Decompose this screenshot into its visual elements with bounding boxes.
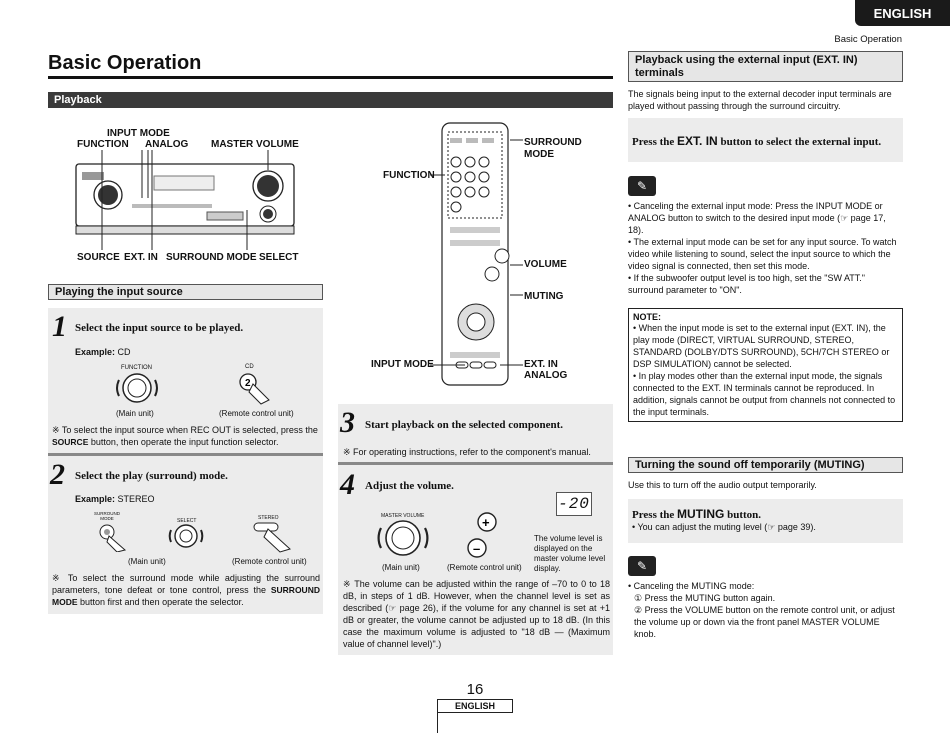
label-remote-function: FUNCTION xyxy=(383,170,435,181)
function-knob-icon xyxy=(115,370,165,406)
label-master-volume: MASTER VOLUME xyxy=(211,139,299,150)
label-mode: MODE xyxy=(524,149,554,160)
language-tab: ENGLISH xyxy=(855,0,950,26)
step2-number: 2 xyxy=(50,458,65,491)
cd-button-hand-icon xyxy=(235,370,275,406)
playback-bar-label: Playback xyxy=(54,94,102,106)
footer-lang-tab: ENGLISH xyxy=(437,699,513,713)
step1-example: Example: CD xyxy=(75,347,131,357)
step2-btn3-label: STEREO xyxy=(258,515,279,521)
label-source: SOURCE xyxy=(77,252,120,263)
svg-text:+: + xyxy=(482,515,490,530)
label-surround-mode: SURROUND MODE xyxy=(166,252,257,263)
svg-text:–: – xyxy=(473,541,481,556)
volume-display: -20 xyxy=(556,492,592,516)
label-remote-input-mode: INPUT MODE xyxy=(371,359,434,370)
label-input-mode: INPUT MODE xyxy=(107,128,170,139)
step2-main-unit: (Main unit) xyxy=(128,557,166,566)
section-label: Basic Operation xyxy=(834,34,902,45)
stereo-button-hand-icon xyxy=(252,521,294,553)
muting-bar xyxy=(628,457,903,473)
playback-bar xyxy=(48,92,613,108)
step4-number: 4 xyxy=(340,468,355,501)
ext-in-notes xyxy=(628,200,903,296)
ext-in-intro: The signals being input to the external decoder input terminals are played without passing through the surround circuitry. xyxy=(628,89,892,111)
label-remote-ext-in: EXT. IN xyxy=(524,359,558,370)
muting-instruction-sub: • You can adjust the muting level (☞ page 39). xyxy=(632,522,816,532)
step2-note: ※ To select the surround mode while adjusting the surround parameters, tone defeat or tone control, press the SURROUND MODE button first and then operate the selector. xyxy=(52,573,320,607)
label-function: FUNCTION xyxy=(77,139,129,150)
step1-remote-btn: CD xyxy=(245,364,254,370)
step2-remote-unit: (Remote control unit) xyxy=(232,557,307,566)
muting-instruction: Press the MUTING button. xyxy=(632,507,762,521)
input-source-bar-label: Playing the input source xyxy=(55,286,183,298)
step1-remote-unit: (Remote control unit) xyxy=(219,409,294,418)
ext-in-note-1: • Canceling the external input mode: Press the INPUT MODE or ANALOG button to switch to the desired input mode (☞ page 17, 18). xyxy=(628,201,886,235)
step3-note: ※ For operating instructions, refer to the component's manual. xyxy=(343,447,591,457)
ext-in-note-box xyxy=(628,308,903,422)
step4-note: ※ The volume can be adjusted within the range of –70 to 0 to 18 dB, in steps of 1 dB. However, when the channel level is set as described (☞ page 26), if the volume for any channel is set at +1 dB or greater, the volume cannot be adjusted up to 18 dB. (In this case the maximum volume is adjusted to "18 dB — (Maximum value of channel level)".) xyxy=(343,579,610,649)
muting-cancel-2: ② Press the VOLUME button on the remote control unit, or adjust the volume up or down via the front panel MASTER VOLUME knob. xyxy=(634,605,895,639)
muting-cancel-notes xyxy=(628,580,903,640)
volume-display-caption: The volume level is displayed on the master volume level display. xyxy=(534,534,606,573)
step1-knob-label: FUNCTION xyxy=(121,365,152,371)
surround-mode-hand-icon xyxy=(97,522,131,552)
muting-cancel-1: ① Press the MUTING button again. xyxy=(634,593,776,603)
page-number: 16 xyxy=(466,681,484,698)
note-box-title: NOTE: xyxy=(633,312,661,322)
step1-number: 1 xyxy=(52,310,67,343)
step3-number: 3 xyxy=(340,406,355,439)
step1-main-unit: (Main unit) xyxy=(116,409,154,418)
ext-in-note-3: • If the subwoofer output level is too high, set the "SW ATT." surround parameter to "ON". xyxy=(628,273,865,295)
label-select: SELECT xyxy=(259,252,299,263)
muting-intro: Use this to turn off the audio output temporarily. xyxy=(628,480,817,490)
ext-in-bar xyxy=(628,51,903,82)
note-box-item-2: • In play modes other than the external input mode, the signals connected to the EXT. IN terminals cannot be reproduced. In addition, signals cannot be output from channels not connected to the input terminals. xyxy=(633,371,896,417)
label-remote-analog: ANALOG xyxy=(524,370,568,381)
step4-main-unit: (Main unit) xyxy=(382,563,420,572)
volume-up-down-icon xyxy=(460,510,506,562)
label-muting: MUTING xyxy=(524,291,564,302)
master-volume-knob-icon xyxy=(375,518,433,560)
note-pen-icon: ✎ xyxy=(628,556,656,576)
page-title: Basic Operation xyxy=(48,52,202,74)
ext-in-instruction: Press the EXT. IN button to select the external input. xyxy=(632,134,882,148)
label-analog: ANALOG xyxy=(145,139,189,150)
step4-knob-label: MASTER VOLUME xyxy=(381,513,425,519)
select-knob-icon xyxy=(168,522,208,552)
title-rule xyxy=(48,76,613,79)
ext-in-bar-label: Playback using the external input (EXT. IN) terminals xyxy=(635,53,858,79)
svg-text:2: 2 xyxy=(245,378,251,389)
label-surround: SURROUND xyxy=(524,137,582,148)
ext-in-note-2: • The external input mode can be set for any input source. To watch video while listening to sound, select the input source to which the video signal is connected, then set this mode. xyxy=(628,237,897,271)
input-source-bar xyxy=(48,284,323,300)
muting-bar-label: Turning the sound off temporarily (MUTING) xyxy=(635,459,865,471)
label-volume: VOLUME xyxy=(524,259,567,270)
step1-title: Select the input source to be played. xyxy=(75,322,244,334)
step2-example: Example: STEREO xyxy=(75,494,155,504)
step4-remote-unit: (Remote control unit) xyxy=(447,563,522,572)
main-unit-illustration xyxy=(72,150,302,255)
label-ext-in: EXT. IN xyxy=(124,252,158,263)
step4-title: Adjust the volume. xyxy=(365,480,454,492)
step3-title: Start playback on the selected component. xyxy=(365,419,563,431)
step1-note: ※ To select the input source when REC OUT is selected, press the SOURCE button, then operate the input function selector. xyxy=(52,425,318,447)
step2-btn1-label: SURROUND MODE xyxy=(93,511,120,521)
footer-line xyxy=(437,713,438,733)
muting-cancel-title: • Canceling the MUTING mode: xyxy=(628,581,755,591)
note-pen-icon: ✎ xyxy=(628,176,656,196)
step2-title: Select the play (surround) mode. xyxy=(75,470,228,482)
step2-btn2-label: SELECT xyxy=(177,518,197,524)
note-box-item-1: • When the input mode is set to the external input (EXT. IN), the play mode (DIRECT, VIRTUAL SURROUND, STEREO, STANDARD (DOLBY/DTS SURROUND), 5CH/7CH STEREO or DSP SIMULATION) cannot be selected. xyxy=(633,323,890,369)
